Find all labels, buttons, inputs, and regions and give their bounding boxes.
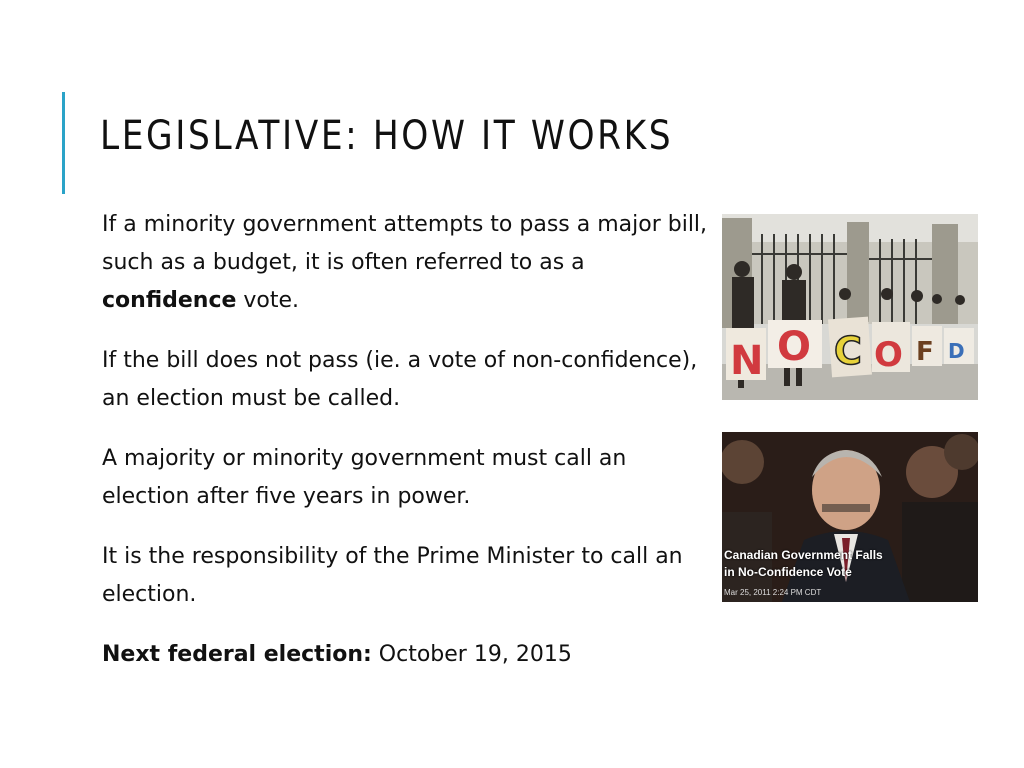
svg-text:O: O xyxy=(777,324,812,370)
paragraph-text: vote. xyxy=(236,288,300,313)
slide-title: LEGISLATIVE: HOW IT WORKS xyxy=(100,113,674,159)
svg-text:O: O xyxy=(874,335,903,375)
svg-text:D: D xyxy=(948,339,965,363)
news-caption-line2: in No-Confidence Vote xyxy=(724,565,852,579)
paragraph-non-confidence: If the bill does not pass (ie. a vote of non-confidence), an election must be called. xyxy=(102,348,698,411)
slide-body xyxy=(102,206,714,696)
svg-text:F: F xyxy=(916,337,934,367)
svg-text:N: N xyxy=(730,338,764,384)
title-accent-bar xyxy=(62,92,65,194)
svg-text:C: C xyxy=(834,329,862,373)
paragraph-confidence-vote xyxy=(102,206,714,320)
news-caption-line1: Canadian Government Falls xyxy=(724,548,883,562)
next-election-label: Next federal election: xyxy=(102,642,372,667)
paragraph-next-election xyxy=(102,636,714,674)
protest-photo-illustration xyxy=(722,214,978,400)
protest-photo xyxy=(722,214,978,400)
paragraph-five-years: A majority or minority government must call an election after five years in power. xyxy=(102,446,627,509)
news-photo xyxy=(722,432,978,602)
paragraph-prime-minister: It is the responsibility of the Prime Minister to call an election. xyxy=(102,544,683,607)
paragraph-text: If a minority government attempts to pass a major bill, such as a budget, it is often referred to as a xyxy=(102,212,708,275)
bold-term-confidence: confidence xyxy=(102,288,237,313)
news-timestamp: Mar 25, 2011 2:24 PM CDT xyxy=(724,588,822,597)
next-election-date: October 19, 2015 xyxy=(371,642,572,667)
